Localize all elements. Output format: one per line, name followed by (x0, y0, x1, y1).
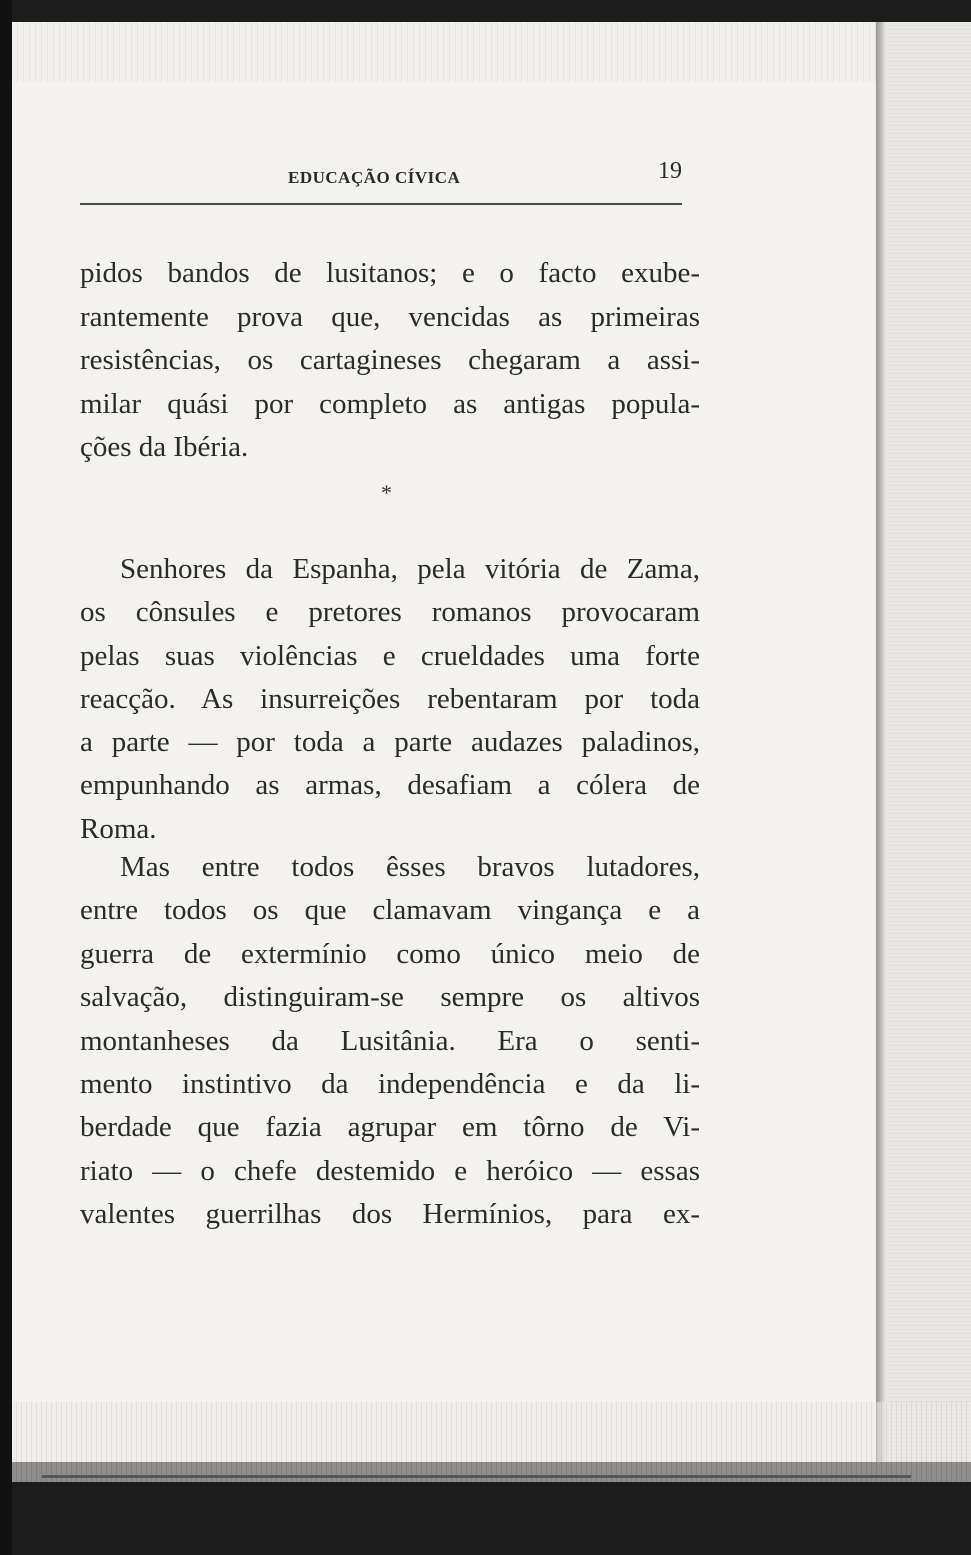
binding-edge (0, 0, 12, 1555)
text-line: os cônsules e pretores romanos provocaram (80, 596, 700, 629)
page-number: 19 (658, 158, 682, 184)
paragraph-1 (80, 252, 700, 470)
right-margin-shadow (876, 22, 971, 1462)
paragraph-3 (80, 846, 700, 1237)
text-line: resistências, os cartagineses chegaram a assi- (80, 344, 700, 376)
text-line: valentes guerrilhas dos Hermínios, para ex- (80, 1198, 700, 1231)
text-line: milar quási por completo as antigas popula- (80, 387, 700, 420)
text-line: mento instintivo da independência e da li- (80, 1067, 700, 1100)
text-line: Roma. (80, 812, 157, 845)
bottom-margin-noise (12, 1402, 971, 1482)
text-line: empunhando as armas, desafiam a cólera de (80, 769, 700, 802)
section-ornament: * (381, 480, 392, 505)
text-line: rantemente prova que, vencidas as primeiras (80, 300, 700, 333)
text-line: riato — o chefe destemido e heróico — essas (80, 1154, 700, 1187)
text-line: guerra de extermínio como único meio de (80, 937, 700, 970)
text-line: pidos bandos de lusitanos; e o facto exube- (80, 257, 700, 289)
text-line: entre todos os que clamavam vingança e a (80, 894, 700, 927)
top-margin-noise (12, 22, 971, 82)
text-line: montanheses da Lusitânia. Era o senti- (80, 1024, 700, 1057)
text-line: pelas suas violências e crueldades uma forte (80, 639, 700, 672)
text-line: berdade que fazia agrupar em tôrno de Vi- (80, 1111, 700, 1144)
running-title: EDUCAÇÃO CÍVICA (288, 168, 461, 187)
text-line: Mas entre todos êsses bravos lutadores, (120, 851, 700, 883)
text-line: Senhores da Espanha, pela vitória de Zama, (120, 553, 700, 585)
text-line: ções da Ibéria. (80, 431, 249, 463)
text-line: reacção. As insurreições rebentaram por toda (80, 682, 700, 715)
text-line: a parte — por toda a parte audazes paladinos, (80, 726, 700, 759)
paragraph-2 (80, 548, 700, 851)
header-rule (80, 203, 682, 205)
text-line: salvação, distinguiram-se sempre os altivos (80, 981, 700, 1014)
